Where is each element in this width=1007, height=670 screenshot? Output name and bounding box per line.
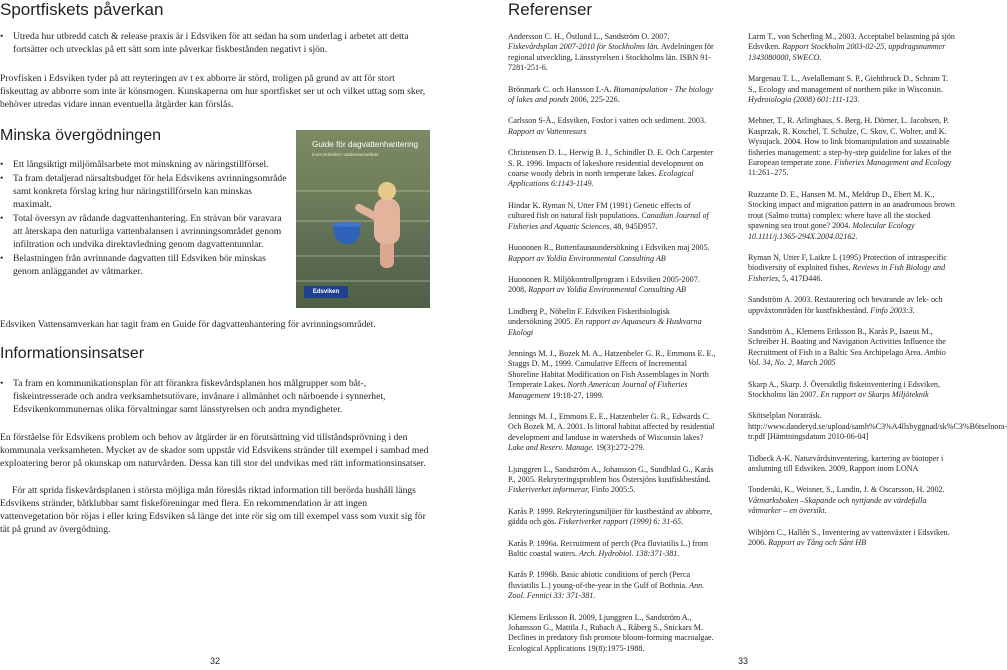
reference-text: Karås P. 1996b. Basic abiotic conditions of perch (Perca fluviatilis L.) young-of-the-year in the Gulf of Bothnia. — [508, 570, 691, 590]
reference-italic: Canadian Journal of Fisheries and Aquatic Sciences — [508, 211, 709, 231]
paragraph-provfisken: Provfisken i Edsviken tyder på att reyteringen av t ex abborre är störd, troligen på grund av att för stort fiskeuttag av abborre som inte är könsmogen. Kunskaperna om hur sportfisket ser ut och vilket uttag som sker, behöver utredas vidare innan eventuella åtgärder kan förslås. — [0, 73, 426, 110]
reference-item — [508, 412, 716, 454]
reference-text: Karås P. 1996a. Recruitment of perch (Pca fluviatilis L.) from Baltic coastal waters. — [508, 538, 709, 559]
reference-text: Christensen D. L., Herwig B. J., Schindler D. E. Och Carpenter S. R. 1996. Impacts of lakeshore residential development on coarse woody debris in north temperate lakes. — [508, 148, 714, 179]
reference-item — [508, 275, 716, 296]
reference-italic: Fiskeriverket informerar, — [508, 485, 590, 495]
list-item: • Ett långsiktigt miljömålsarbete mot minskning av näringstillförsel. — [0, 158, 290, 171]
reference-italic: Ann. Zool. Fennici 33: 371-381. — [508, 580, 705, 601]
reference-tail: Avdelningen för regional utveckling, Länsstyrelsen i Stockholms län. ISBN 91-7281-251-6. — [508, 42, 714, 73]
reference-text: Larm T., von Scherling M., 2003. Acceptabel belastning på sjön Edsviken. — [748, 32, 955, 52]
reference-text: Hindar K. Ryman N, Utter FM (1991) Genetic effects of cultured fish on natural fish populations. — [508, 200, 691, 221]
reference-item — [748, 295, 958, 316]
reference-item — [748, 411, 1007, 442]
reference-italic: Ecological Applications 6:1143-1149. — [508, 169, 694, 189]
cover-title: Guide för dagvattenhantering — [312, 140, 419, 149]
reference-text: Ruzzante D. E., Hansen M. M., Meldrup D., Ebert M. K., Stocking impact and migration pattern in an anadromous brown trout (Salmo trutta) complex: where have all the stocked spawning sea trout gone? 2004. — [748, 189, 955, 231]
reference-item — [508, 116, 716, 137]
reference-italic: Fisheries Management and Ecology — [834, 158, 952, 168]
reference-text: Huononen R. Miljökontrollprogram i Edsviken 2005-2007. 2008, — [508, 274, 700, 295]
page-number: 32 — [210, 656, 221, 666]
reference-item — [508, 85, 716, 106]
reference-italic: Ambio Vol. 34, No. 2, March 2005 — [748, 347, 946, 368]
reference-italic: Fiskevårdsplan 2007-2010 för Stockholms län. — [508, 42, 660, 52]
reference-item — [748, 454, 958, 475]
reference-italic: Rapport av Vattenresurs — [508, 126, 587, 136]
reference-item — [748, 485, 958, 516]
reference-text: Mehner, T., R. Arlinghaus, S. Berg, H. Dörner, L. Jacobsen, P. Kasprzak, R. Koschel, T. Schulze, C. Skov, C. Wolter, and K. Wysujack. 2004. How to link biomanipulation and sustainable fisheries management: a step-by-step guideline for lakes of the European temperate zone. — [748, 116, 952, 168]
reference-italic: Våtmarksboken –Skapande och nyttjande av värdefulla våtmarker – en översikt. — [748, 495, 927, 516]
list-item: • Belastningen från avrinnande dagvatten till Edsviken bör minskas genom anläggandet av våtmarker. — [0, 252, 290, 278]
reference-item — [748, 380, 958, 401]
reference-italic: Rapport Stockholm 2003-02-25, uppdragsnummer 1343080000, SWECO. — [748, 42, 946, 62]
references-heading: Referenser — [508, 0, 593, 19]
section-heading-overgodning: Minska övergödningen — [0, 127, 161, 144]
reference-text: Sandström A., Klemens Eriksson B., Karås P., Isaeus M., Schreiber H. Boating and Navigation Activities Influence the Recruitment of Fish in a Baltic Sea Archipelago Area. — [748, 326, 946, 357]
reference-italic: Rapport av Yoldia Environmental Consulting AB — [508, 253, 666, 263]
reference-text: Brönmark C. och Hansson L-A. — [508, 84, 614, 94]
reference-item — [508, 349, 716, 401]
reference-text: Ryman N, Utter F, Laikre L (1995) Protection of intraspecific biodiversity of exploited fishes. — [748, 252, 947, 273]
reference-italic: Fiskeriverket rapport (1999) 6: 31-65. — [558, 517, 684, 527]
reference-text: Skarp A., Skarp. J. Översiktlig fiskeinventering i Edsviken, Stockholms län 2007. — [748, 379, 940, 399]
reference-item — [748, 116, 958, 178]
list-item: • Utreda hur utbredd catch & release praxis är i Edsviken för att sedan ha som underlag i arbetet att detta fortsätter och utvecklas på ett sätt som inte påverkar fiskbestånden negativt i sjön. — [0, 30, 430, 56]
reference-italic: Finfo 2003:3. — [870, 305, 915, 315]
reference-italic: Hydroiologia (2008) 601:111-123. — [748, 95, 860, 105]
guide-cover-photo — [296, 130, 430, 308]
reference-italic: North American Journal of Fisheries Management — [508, 380, 688, 400]
reference-item — [508, 32, 716, 74]
page-number: 33 — [738, 656, 749, 666]
section-heading-information: Informationsinsatser — [0, 345, 145, 362]
reference-tail: 11:261–275. — [748, 168, 789, 178]
references-column-1 — [508, 32, 716, 665]
reference-text: Lindberg P., Nöbelin F. Edsviken Fiskeribiologisk undersökning 2005. — [508, 306, 670, 327]
list-item: • Ta fram en kommunikationsplan för att förankra fiskevårdsplanen hos målgrupper som båt-, fiskeintresserade och andra verksamhetsutövare, invånare i allmänhet och närboende i synnerhet, Edsvikenkommunernas olika förvaltningar samt länsstyrelsen och andra myndigheter. — [0, 377, 430, 416]
reference-tail: Finfo 2005:5. — [589, 485, 636, 495]
reference-text: Tidbeck A-K. Naturvårdsinventering, kartering av biotoper i anslutning till Edsviken. 2009, Rapport inom LONA — [748, 453, 944, 473]
reference-item — [748, 327, 958, 369]
reference-item — [508, 465, 716, 496]
reference-item — [748, 253, 958, 284]
reference-italic: Molecular Ecology 10.1111/j.1365-294X.2004.02162. — [748, 221, 915, 241]
reference-tail: , 48, 945Ð957. — [609, 221, 658, 231]
reference-item — [748, 190, 958, 242]
reference-text: Jennings M. J., Bozek M. A., Hatzenbeler G. R., Emmons E. E., Staggs D. M., 1999. Cumulative Effects of Incremental Shoreline Habitat Modification on Fish Assemblages in North Temperate Lakes. — [508, 348, 716, 390]
reference-item — [748, 32, 958, 63]
right-page — [508, 0, 1007, 670]
bucket-shape — [334, 224, 360, 244]
reference-text: Margenau T. L., Avelallemant S. P., Giehtbrock D., Schram T. S., Ecology and management of northern pike in Wisconsin. — [748, 74, 949, 94]
reference-item — [508, 243, 716, 264]
reference-italic: Rapport av Yoldia Environmental Consulting AB — [528, 285, 686, 295]
paragraph-forstaelse: En förståelse för Edsvikens problem och behov av åtgärder är en förutsättning vid tillståndsprövning i den kommunala verksamheten. Mycket av de skador som uppstår vid Edsvikens stränder till exempel i sambad med exploatering beror på okunskap om naturvården. Dessa kan till stor del undvikas med rätt informationsinsatser. — [0, 432, 429, 469]
reference-italic: Arch. Hydrobiol. 138:371-381. — [579, 549, 680, 559]
reference-text: Klemens Eriksson B. 2009, Ljunggren L., Sandström A., Johansson G., Mattila J., Rubach A., Råberg S., Snickars M. Declines in predatory fish promote bloom-forming macroalgae. Ecological Applications 19(8):1975-1988. — [508, 612, 714, 653]
reference-italic: Biomanipulation - The biology of lakes and ponds — [508, 84, 714, 105]
reference-text: Jennings M. J., Emmons E. E., Hatzenbeler G. R., Edwards C. Och Bozek M. A. 2001. Is littoral habitat affected by residential development and landuse in watersheds of Wisconsin lakes? — [508, 411, 715, 442]
reference-item — [508, 507, 716, 528]
bucket-rim-shape — [332, 222, 362, 227]
reference-item — [748, 74, 958, 105]
reference-item — [508, 570, 716, 601]
reference-tail: 19(3):272-279. — [593, 443, 645, 453]
reference-text: Sandström A. 2003. Restaurering och bevarande av lek- och uppväxtområden för kustfiskbestånd. — [748, 295, 943, 315]
reference-item — [748, 528, 958, 549]
reference-tail: 19:18-27, 1999. — [550, 390, 604, 400]
reference-italic: En rapport av Skarps Miljöteknik — [820, 389, 929, 399]
reference-item — [508, 307, 716, 338]
section-heading-sportfiske: Sportfiskets påverkan — [0, 0, 164, 19]
bullet-list-overgodning — [0, 158, 290, 279]
bullet-list-information — [0, 377, 430, 417]
reference-text: Huononen R., Bottenfaunaundersökning i Edsviken maj 2005. — [508, 243, 710, 253]
cover-subtitle: inom Edsviken Vattensamverkan — [312, 152, 379, 157]
child-body-shape — [374, 198, 400, 244]
reference-item — [508, 539, 716, 560]
reference-italic: Reviews in Fish Biology and Fisheries — [748, 263, 946, 283]
reference-text: Wibjörn C., Hallén S., Inventering av vattenväxter i Edsviken. 2006. — [748, 527, 950, 548]
bullet-list-sportfiske — [0, 30, 430, 57]
reference-item — [508, 613, 716, 655]
reference-tail: , 5, 417Ð446. — [778, 273, 823, 283]
edsviken-logo: Edsviken — [304, 286, 348, 298]
paragraph-sprida: För att sprida fiskevårdsplanen i största möjliga mån föreslås riktad information till berörda hushåll längs Edsvikens stränder, båtklubbar samt fiskeföreningar med flera. En rekommendation är att ingen vattenvegetation bör röjas i eller kring Edsviken så länge det inte rör sig om till exempel vass som vuxit sig för tät på grund av övergödning. — [0, 485, 426, 535]
left-page — [0, 0, 432, 670]
reference-italic: Rapport av Tång och Sånt HB — [768, 538, 867, 548]
reference-italic: Lake and Reserv. Manage. — [508, 443, 594, 453]
list-item: • Total översyn av rådande dagvattenhantering. En strävan bör varavara att återskapa den naturliga vattenbalansen i avrinningsområdet genom infiltration och undvika direktavledning genom dagvattentunnlar. — [0, 212, 290, 251]
photo-caption: Edsviken Vattensamverkan har tagit fram en Guide för dagvattenhantering för avrinningsområdet. — [0, 319, 376, 330]
reference-item — [508, 148, 716, 190]
child-head-shape — [378, 182, 396, 200]
reference-text: Karås P. 1999. Rekryteringsmiljöer för kustbestånd av abborre, gädda och gös. — [508, 506, 713, 527]
reference-text: Carlsson S-Å., Edsviken, Fosfor i vatten och sediment. 2003. — [508, 116, 707, 126]
reference-item — [508, 201, 716, 232]
reference-text: Ljunggren L., Sandström A., Johansson G., Sundblad G., Karås P., 2005. Rekryteringsproblem hos Östersjöns kustfiskbestånd. — [508, 464, 714, 484]
list-item: • Ta fram detaljerad närsaltsbudget för hela Edsvikens avrinningsområde samt konkreta förslag kring hur näringstillförseln kan minskas maximalt. — [0, 172, 290, 211]
reference-text: Skötselplan Noraträsk. http://www.danderyd.se/upload/samh%C3%A4llsbyggnad/sk%C3%B6tselnora-tr.pdf [Hämtningsdatum 2010-06-04] — [748, 411, 1007, 442]
reference-text: Tonderski, K., Weisner, S., Landin, J. & Oscarsson, H. 2002. — [748, 485, 945, 495]
reference-tail: 2006, 225-226. — [568, 95, 620, 105]
reference-text: Andersson C. H., Östlund L., Sandström O. 2007. — [508, 32, 670, 41]
reference-italic: En rapport av Aquaseurs & Huskvarna Ekologi — [508, 317, 702, 337]
references-column-2 — [748, 32, 1007, 559]
